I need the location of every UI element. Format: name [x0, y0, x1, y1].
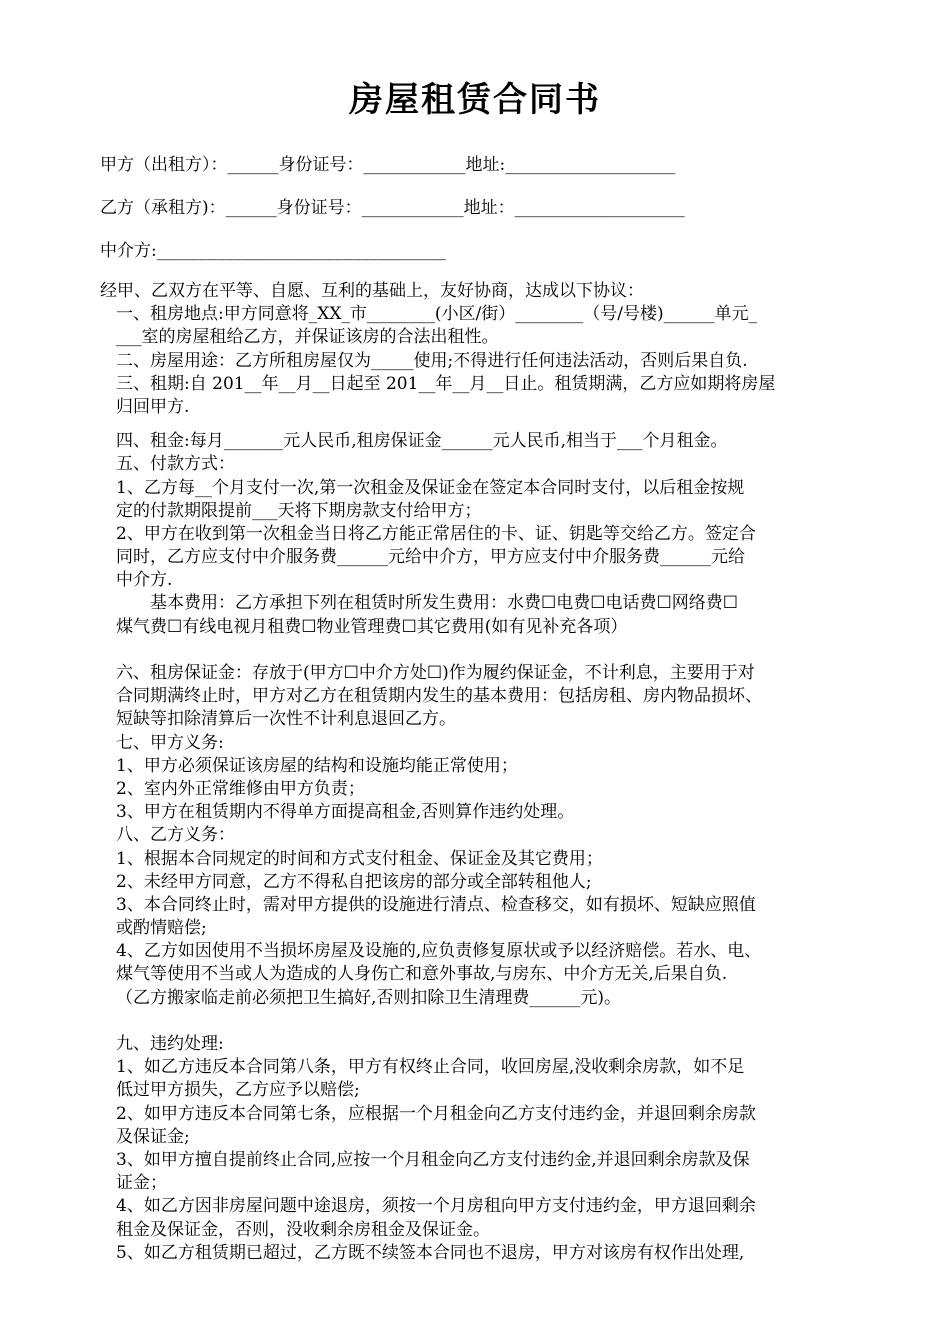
- clause-7-line: 3、甲方在租赁期内不得单方面提高租金,否则算作违约处理。: [116, 802, 575, 823]
- clause-9-line: 证金；: [116, 1173, 167, 1194]
- clause-8-line: 煤气等使用不当或人为造成的人身伤亡和意外事故,与房东、中介方无关,后果自负.: [116, 964, 728, 985]
- clause-4-line: 四、租金:每月_______元人民币,租房保证金______元人民币,相当于___个月租金。: [116, 431, 728, 452]
- clause-8-heading: 八、乙方义务：: [116, 825, 235, 846]
- clause-7-line: 2、室内外正常维修由甲方负责；: [116, 778, 365, 799]
- clause-9-line: 及保证金;: [116, 1126, 190, 1147]
- basic-fees-line: 煤气费☐有线电视月租费☐物业管理费☐其它费用(如有见补充各项）: [116, 616, 628, 637]
- clause-8-line: 1、根据本合同规定的时间和方式支付租金、保证金及其它费用；: [116, 848, 603, 869]
- clause-5-line: 定的付款期限提前___天将下期房款支付给甲方；: [116, 500, 482, 521]
- agent-line: 中介方:__________________________________: [100, 241, 446, 261]
- clause-7-heading: 七、甲方义务:: [116, 732, 224, 753]
- clause-9-line: 4、如乙方因非房屋问题中途退房，须按一个月房租向甲方支付违约金，甲方退回剩余: [116, 1196, 756, 1217]
- basic-fees-line: 基本费用：乙方承担下列在租赁时所发生费用：水费☐电费☐电话费☐网络费☐: [150, 593, 738, 614]
- clause-6-line: 合同期满终止时，甲方对乙方在租赁期内发生的基本费用：包括房租、房内物品损坏、: [116, 686, 762, 707]
- party-a-line: 甲方（出租方）：______身份证号：____________地址:____________________: [100, 155, 676, 175]
- clause-5-line: 同时，乙方应支付中介服务费______元给中介方，甲方应支付中介服务费______元给: [116, 547, 745, 568]
- clause-9-line: 低过甲方损失，乙方应予以赔偿;: [116, 1080, 360, 1101]
- clause-9-line: 2、如甲方违反本合同第七条，应根据一个月租金向乙方支付违约金，并退回剩余房款: [116, 1103, 756, 1124]
- clause-9-line: 1、如乙方违反本合同第八条，甲方有权终止合同，收回房屋,没收剩余房款，如不足: [116, 1057, 745, 1078]
- clause-5-line: 中介方.: [116, 570, 173, 591]
- clause-9-line: 租金及保证金，否则，没收剩余房租金及保证金。: [116, 1219, 490, 1240]
- clause-5-heading: 五、付款方式：: [116, 454, 235, 475]
- party-b-line: 乙方（承租方)：______身份证号：____________地址：____________________: [100, 198, 685, 218]
- clause-1-line: ___室的房屋租给乙方，并保证该房的合法出租性。: [116, 327, 499, 348]
- clause-6-line: 六、租房保证金：存放于(甲方☐中介方处☐)作为履约保证金，不计利息，主要用于对: [116, 663, 755, 683]
- clause-9-heading: 九、违约处理:: [116, 1034, 224, 1054]
- clause-7-line: 1、甲方必须保证该房屋的结构和设施均能正常使用；: [116, 755, 518, 776]
- clause-8-line: 或酌情赔偿;: [116, 918, 207, 939]
- clause-3-line: 三、租期:自 201__年__月__日起至 201__年__月__日止。租赁期满，乙方应如期将房屋: [116, 373, 776, 394]
- clause-5-line: 1、乙方每__个月支付一次,第一次租金及保证金在签定本合同时支付，以后租金按规: [116, 477, 745, 498]
- clause-8-line: 3、本合同终止时，需对甲方提供的设施进行清点、检查移交，如有损坏、短缺应照值: [116, 894, 756, 915]
- contract-body: [100, 280, 845, 1265]
- clause-5-line: 2、甲方在收到第一次租金当日将乙方能正常居住的卡、证、钥匙等交给乙方。签定合: [116, 523, 756, 544]
- clause-8-line: 2、未经甲方同意，乙方不得私自把该房的部分或全部转租他人;: [116, 871, 592, 892]
- clause-8-line: （乙方搬家临走前必须把卫生搞好,否则扣除卫生清理费______元)。: [116, 987, 622, 1008]
- clause-9-line: 3、如甲方擅自提前终止合同,应按一个月租金向乙方支付违约金,并退回剩余房款及保: [116, 1149, 750, 1170]
- clause-3-line: 归回甲方.: [116, 396, 190, 417]
- clause-1-line: 一、租房地点:甲方同意将_XX_市________(小区/街）________（号/号楼)______单元_: [116, 304, 758, 325]
- clause-8-line: 4、乙方如因使用不当损坏房屋及设施的,应负责修复原状或予以经济赔偿。若水、电、: [116, 941, 762, 962]
- document-title: 房屋租赁合同书: [349, 80, 601, 120]
- clause-9-line: 5、如乙方租赁期已超过，乙方既不续签本合同也不退房，甲方对该房有权作出处理,: [116, 1242, 745, 1263]
- intro-line: 经甲、乙双方在平等、自愿、互利的基础上，友好协商，达成以下协议：: [100, 281, 644, 301]
- clause-6-line: 短缺等扣除清算后一次性不计利息退回乙方。: [116, 709, 456, 730]
- clause-2-line: 二、房屋用途：乙方所租房屋仅为_____使用;不得进行任何违法活动，否则后果自负.: [116, 350, 748, 371]
